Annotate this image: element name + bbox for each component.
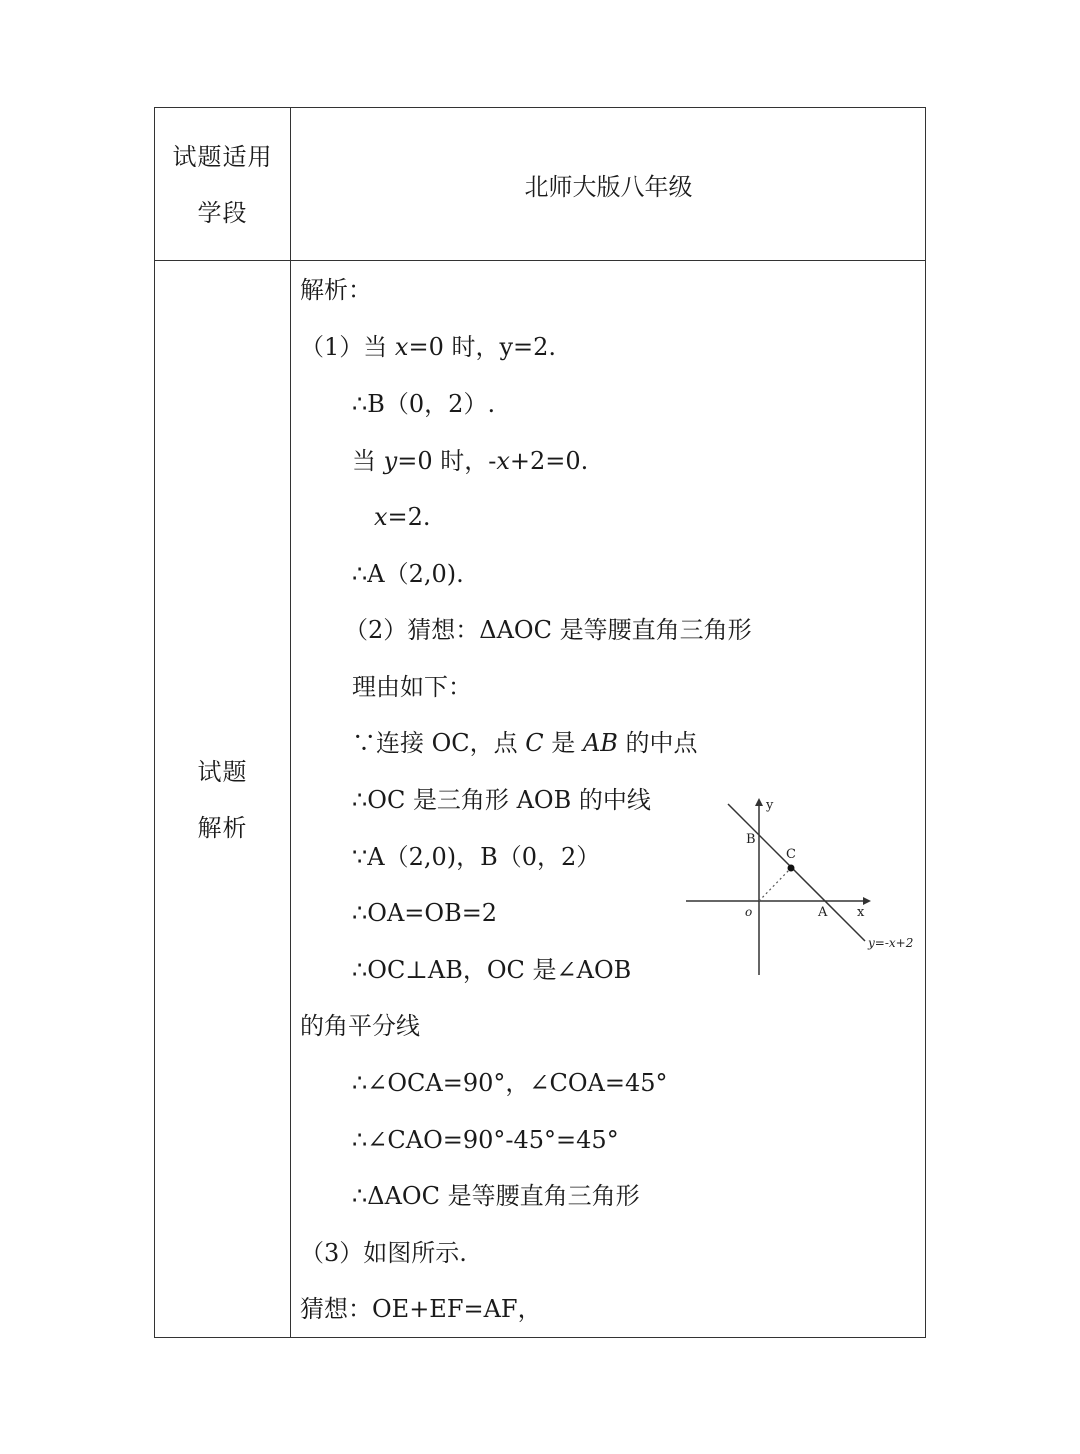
variable-y: y [383, 447, 398, 475]
text-segment: =0 时，y=2. [408, 333, 557, 361]
line-equation-label: y=-x+2 [868, 936, 914, 950]
solution-line-15: ∴∠CAO=90°-45°=45° [352, 1126, 619, 1154]
solution-line-17: （3）如图所示. [300, 1239, 467, 1267]
text-segment: 当 [352, 447, 384, 475]
solution-heading: 解析： [300, 276, 372, 304]
y-axis-arrow-icon [755, 798, 763, 806]
analysis-label-line2: 解析 [197, 814, 248, 842]
solution-line-2: ∴B（0，2）. [352, 390, 496, 418]
solution-line-12: ∴OC⊥AB，OC 是∠AOB [352, 956, 632, 984]
y-axis-label: y [766, 798, 774, 813]
segment-oc [759, 868, 791, 901]
applicable-grade-value: 北师大版八年级 [524, 172, 693, 201]
solution-line-4 [374, 502, 431, 532]
variable-x: x [374, 503, 388, 531]
solution-line-11: ∴OA=OB=2 [352, 899, 498, 927]
x-axis-label: x [857, 905, 865, 920]
column-divider [290, 108, 291, 1337]
text-segment: ∵连接 OC，点 [352, 729, 526, 757]
solution-line-13: 的角平分线 [300, 1012, 420, 1040]
solution-line-16: ∴ΔAOC 是等腰直角三角形 [352, 1182, 640, 1210]
point-c-label: C [786, 847, 796, 862]
x-axis-arrow-icon [863, 897, 871, 905]
text-segment: 的中点 [617, 729, 698, 757]
point-b-label: B [746, 832, 756, 847]
coordinate-figure [530, 688, 920, 988]
solution-line-7: 理由如下： [352, 673, 472, 701]
origin-label: o [745, 905, 753, 919]
solution-line-14: ∴∠OCA=90°，∠COA=45° [352, 1069, 668, 1097]
solution-line-6: （2）猜想：ΔAOC 是等腰直角三角形 [344, 616, 752, 644]
row-divider [155, 260, 925, 261]
line-y-neg-x-plus-2 [728, 804, 865, 941]
text-segment: （1）当 [300, 333, 395, 361]
segment-ab: AB [582, 729, 618, 757]
solution-line-9: ∴OC 是三角形 AOB 的中线 [352, 786, 651, 814]
solution-line-10: ∵A（2,0)，B（0，2） [352, 843, 601, 871]
analysis-label [155, 744, 290, 856]
text-segment: =0 时，- [397, 447, 497, 475]
solution-line-18: 猜想：OE+EF=AF， [300, 1295, 542, 1323]
point-c: C [525, 729, 544, 757]
variable-x: x [394, 333, 409, 361]
analysis-label-line1: 试题 [197, 758, 248, 786]
text-segment: =2. [387, 503, 431, 531]
applicable-grade-label-line1: 试题适用 [172, 143, 273, 171]
point-a-label: A [818, 905, 828, 920]
point-c-dot [788, 865, 795, 872]
text-segment: +2=0. [509, 447, 589, 475]
solution-line-5: ∴A（2,0). [352, 560, 464, 588]
variable-x: x [496, 447, 510, 475]
text-segment: 是 [543, 729, 583, 757]
solution-line-3 [352, 446, 588, 476]
solution-line-1 [300, 332, 556, 362]
applicable-grade-label-line2: 学段 [197, 199, 248, 227]
applicable-grade-label [155, 129, 290, 241]
